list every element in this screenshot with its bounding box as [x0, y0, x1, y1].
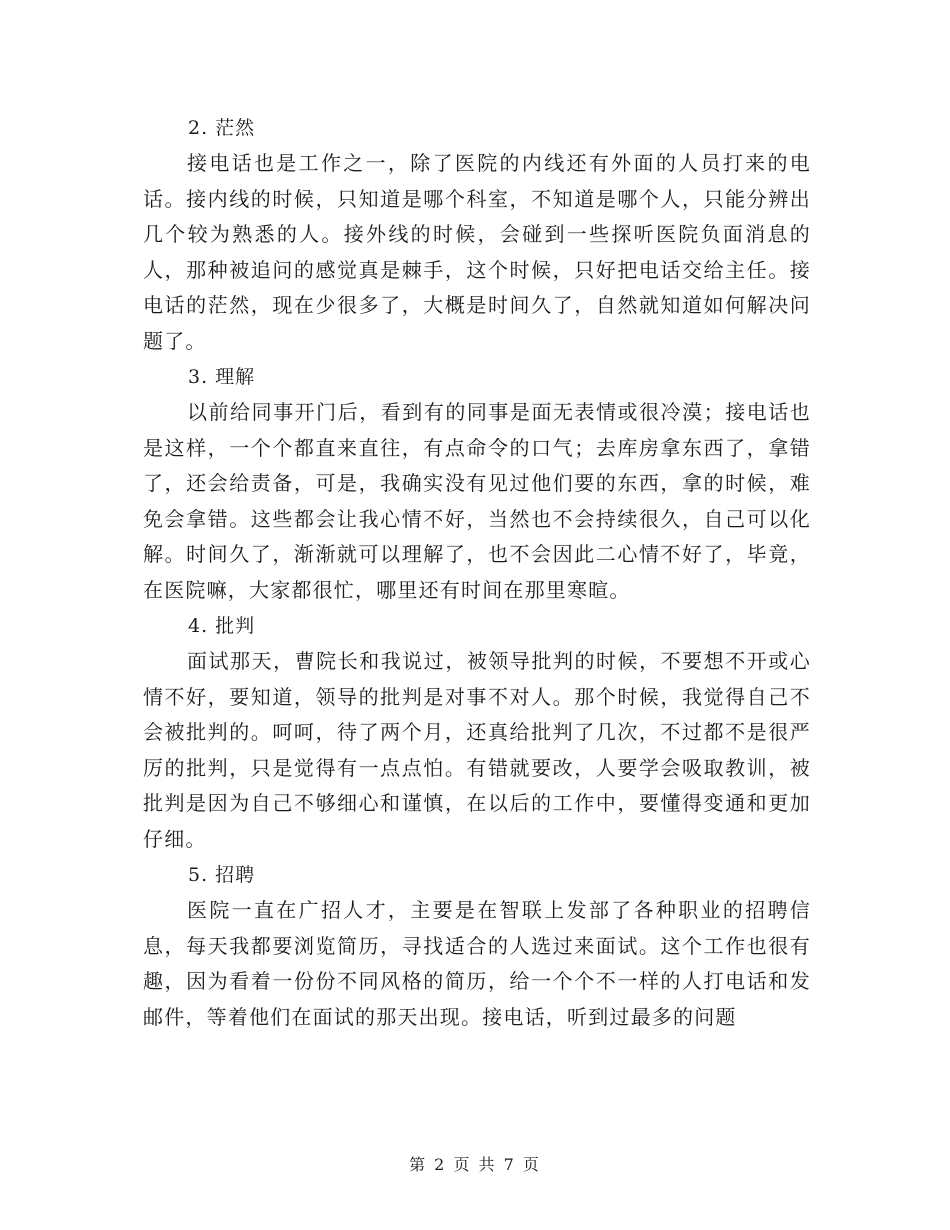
- section-paragraph-criticism: 面试那天，曹院长和我说过，被领导批判的时候，不要想不开或心情不好，要知道，领导的批判是对事不对人。那个时候，我觉得自己不会被批判的。呵呵，待了两个月，还真给批判了几次，不过都不是很严厉的批判，只是觉得有一点点怕。有错就要改，人要学会吸取教训，被批判是因为自己不够细心和谨慎，在以后的工作中，要懂得变通和更加仔细。: [143, 649, 811, 851]
- section-heading-confusion: 2. 茫然: [188, 117, 256, 139]
- section-paragraph-confusion: 接电话也是工作之一，除了医院的内线还有外面的人员打来的电话。接内线的时候，只知道是哪个科室，不知道是哪个人，只能分辨出几个较为熟悉的人。接外线的时候，会碰到一些探听医院负面消息的人，那种被追问的感觉真是棘手，这个时候，只好把电话交给主任。接电话的茫然，现在少很多了，大概是时间久了，自然就知道如何解决问题了。: [143, 151, 811, 353]
- section-paragraph-understanding: 以前给同事开门后，看到有的同事是面无表情或很冷漠；接电话也是这样，一个个都直来直往，有点命令的口气；去库房拿东西了，拿错了，还会给责备，可是，我确实没有见过他们要的东西，拿的时候，难免会拿错。这些都会让我心情不好，当然也不会持续很久，自己可以化解。时间久了，渐渐就可以理解了，也不会因此二心情不好了，毕竟，在医院嘛，大家都很忙，哪里还有时间在那里寒暄。: [143, 400, 811, 602]
- section-paragraph-recruitment: 医院一直在广招人才，主要是在智联上发部了各种职业的招聘信息，每天我都要浏览简历，寻找适合的人选过来面试。这个工作也很有趣，因为看着一份份不同风格的简历，给一个个不一样的人打电话和发邮件，等着他们在面试的那天出现。接电话，听到过最多的问题: [143, 898, 811, 1029]
- section-heading-recruitment: 5. 招聘: [188, 864, 256, 886]
- page-number-footer: 第 2 页 共 7 页: [409, 1155, 541, 1174]
- document-body: [143, 110, 811, 1035]
- section-heading-criticism: 4. 批判: [188, 615, 256, 637]
- section-heading-understanding: 3. 理解: [188, 366, 256, 388]
